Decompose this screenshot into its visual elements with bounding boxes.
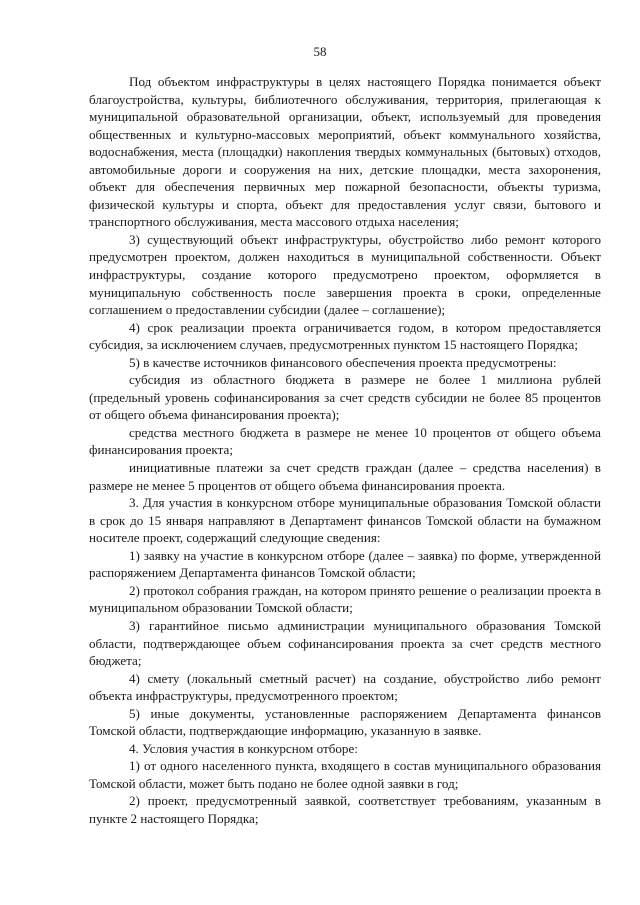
paragraph-section-4-conditions: 4. Условия участия в конкурсном отборе: xyxy=(129,740,358,756)
paragraph-guarantee-letter: 3) гарантийное письмо администрации муниципального образования Томской области, подтверждающее объем софинансирования проекта за счет средств местного бюджета; xyxy=(89,617,601,669)
paragraph-project-requirements: 2) проект, предусмотренный заявкой, соответствует требованиям, указанным в пункте 2 настоящего Порядка; xyxy=(89,793,601,826)
paragraph-local-budget: средства местного бюджета в размере не менее 10 процентов от общего объема финансирования проекта; xyxy=(89,424,601,458)
page-number: 58 xyxy=(313,44,327,59)
paragraph-infrastructure-definition: Под объектом инфраструктуры в целях настоящего Порядка понимается объект благоустройства, культуры, библиотечного обслуживания, территория, прилегающая к муниципальной образовательной организации, объект, используемый для проведения общественных и культурно-массовых мероприятий, объект коммунального хозяйства, водоснабжения, места (площадки) накопления твердых коммунальных (бытовых) отходов, автомобильные дороги и сооружения на них, детские площадки, места захоронения, объект для обеспечения первичных мер пожарной безопасности, объекты туризма, физической культуры и спорта, объект для предоставления услуг связи, бытового и транспортного обслуживания, места массового отдыха населения; xyxy=(89,74,601,230)
paragraph-item-3-municipal-property: 3) существующий объект инфраструктуры, обустройство либо ремонт которого предусмотрен проектом, должен находиться в муниципальной собственности. Объект инфраструктуры, создание которого предусмотрено проектом, оформляется в муниципальную собственность после завершения проекта в сроки, определенные соглашением о предоставлении субсидии (далее – соглашение); xyxy=(89,231,601,318)
paragraph-cost-estimate: 4) смету (локальный сметный расчет) на создание, обустройство либо ремонт объекта инфраструктуры, предусмотренного проектом; xyxy=(89,670,601,704)
paragraph-initiative-payments: инициативные платежи за счет средств граждан (далее – средства населения) в размере не менее 5 процентов от общего объема финансирования проекта. xyxy=(89,460,601,493)
paragraph-one-application-per-year: 1) от одного населенного пункта, входящего в состав муниципального образования Томской области, может быть подано не более одной заявки в год; xyxy=(89,758,601,791)
paragraph-citizens-meeting-protocol: 2) протокол собрания граждан, на котором принято решение о реализации проекта в муниципальном образовании Томской области; xyxy=(89,582,601,616)
paragraph-regional-subsidy: субсидия из областного бюджета в размере не более 1 миллиона рублей (предельный уровень софинансирования за счет средств субсидии не более 85 процентов от общего объема финансирования проекта); xyxy=(89,372,601,423)
document-body xyxy=(89,73,601,828)
paragraph-application-form: 1) заявку на участие в конкурсном отборе (далее – заявка) по форме, утвержденной распоряжением Департамента финансов Томской области; xyxy=(89,547,601,581)
paragraph-other-documents: 5) иные документы, установленные распоряжением Департамента финансов Томской области, подтверждающие информацию, указанную в заявке. xyxy=(89,705,601,739)
paragraph-item-5-funding-sources: 5) в качестве источников финансового обеспечения проекта предусмотрены: xyxy=(129,354,557,370)
paragraph-item-4-project-term: 4) срок реализации проекта ограничивается годом, в котором предоставляется субсидия, за исключением случаев, предусмотренных пунктом 15 настоящего Порядка; xyxy=(89,319,601,353)
paragraph-section-3-application: 3. Для участия в конкурсном отборе муниципальные образования Томской области в срок до 15 января направляют в Департамент финансов Томской области на бумажном носителе проект, содержащий следующие сведения: xyxy=(89,495,601,546)
